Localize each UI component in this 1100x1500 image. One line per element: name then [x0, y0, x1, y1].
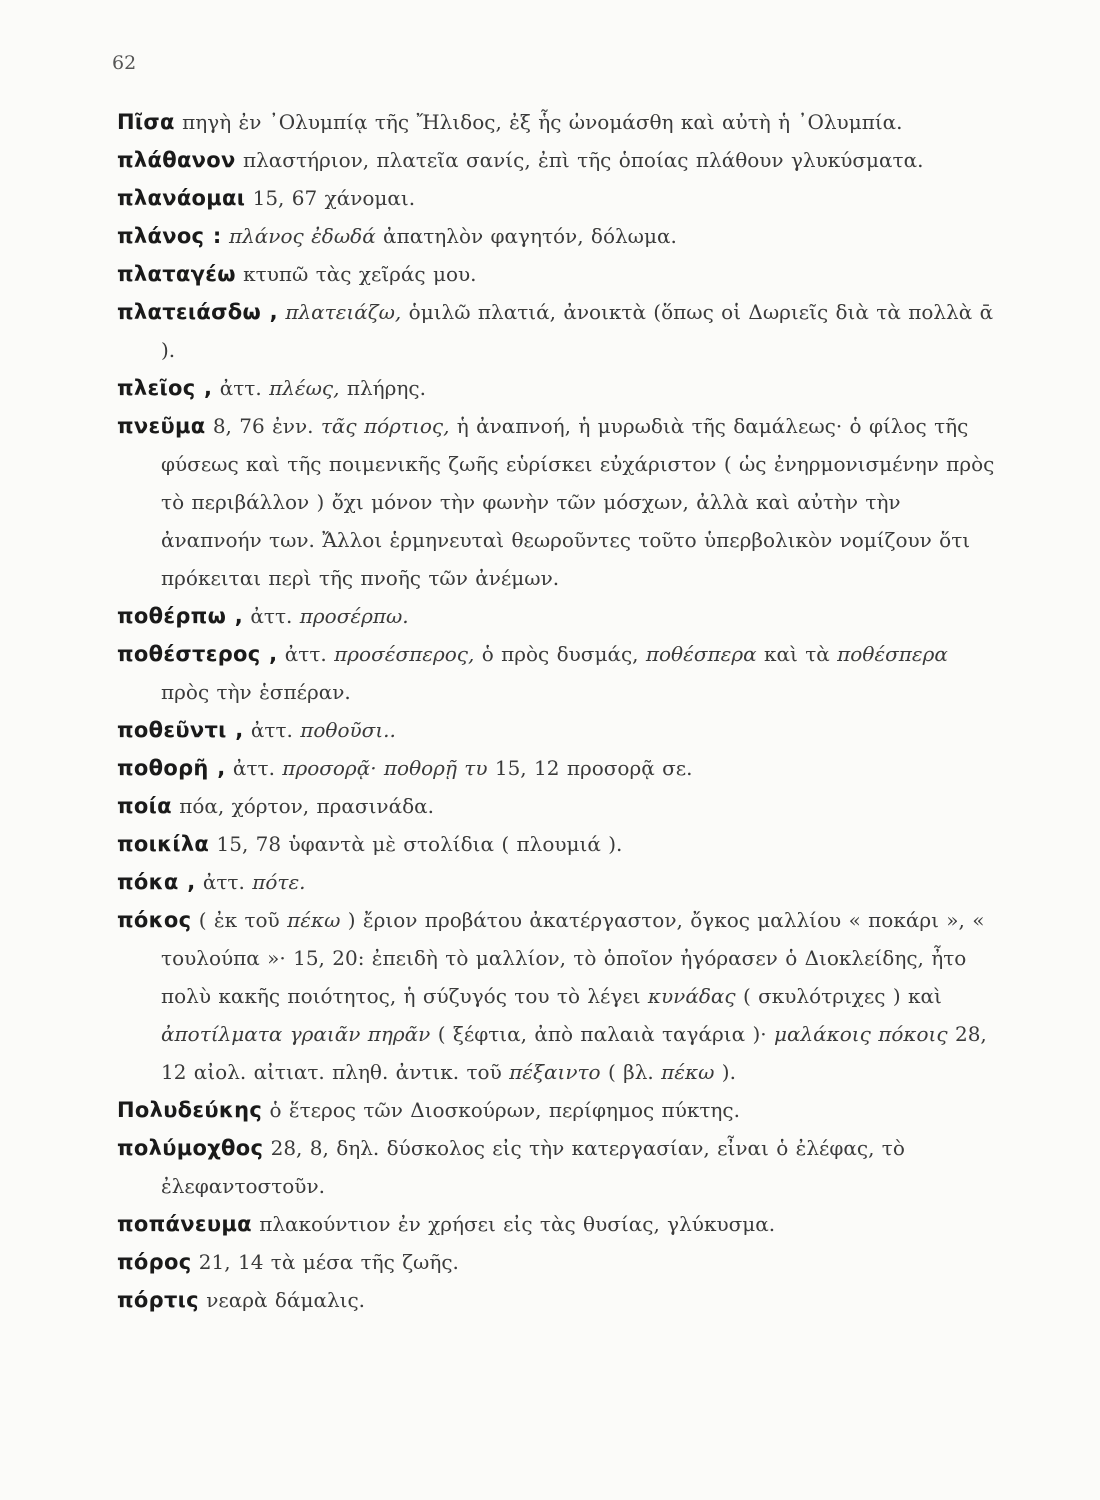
entry-potheunti: [117, 711, 997, 749]
definition-text: 15, 12 προσορᾷ σε.: [487, 756, 693, 780]
definition: 28, 8, δηλ. δύσκολος εἰς τὴν κατεργασίαν, εἶναι ὁ ἐλέφας, τὸ ἐλεφαντοστοῦν.: [161, 1136, 905, 1198]
cited-form: ποθέσπερα: [645, 642, 757, 666]
definition: 15, 67 χάνομαι.: [245, 186, 416, 210]
entry-pokos: [117, 901, 997, 1091]
definition: πλαστήριον, πλατεῖα σανίς, ἐπὶ τῆς ὁποίας πλάθουν γλυκύσματα.: [235, 148, 924, 172]
cited-form: πότε.: [252, 870, 306, 894]
entry-pothore: [117, 749, 997, 787]
headword: ποθεῦντι ,: [117, 718, 244, 742]
headword: ποπάνευμα: [117, 1212, 252, 1236]
headword: πόρτις: [117, 1288, 199, 1312]
cited-form: πλέως,: [269, 376, 340, 400]
definition-text: ) ἔριον προβάτου ἀκατέργαστον, ὄγκος μαλλίου « ποκάρι », « τουλούπα »· 15, 20: ἐπειδὴ τὸ μαλλίον, τὸ ὁποῖον ἠγόρασεν ὁ Διοκλείδης, ἦτο πολὺ κακῆς ποιότητος, ἡ σύζυγός του τὸ λέγει: [161, 908, 985, 1008]
entry-pneuma: [117, 407, 997, 597]
headword: πλάνος :: [117, 224, 222, 248]
entry-pothesteros: [117, 635, 997, 711]
definition-text: ( ξέφτια, ἀπὸ παλαιὰ ταγάρια )·: [430, 1022, 774, 1046]
definition-text: 8, 76 ἐνν.: [205, 414, 321, 438]
cited-form: πλάνος ἐδωδά: [228, 224, 376, 248]
entry-poros: [117, 1243, 997, 1281]
cited-form: προσορᾷ· ποθορῇ τυ: [282, 756, 488, 780]
definition-text: ἀττ.: [243, 604, 300, 628]
definition: 21, 14 τὰ μέσα τῆς ζωῆς.: [191, 1250, 459, 1274]
entry-platageo: [117, 255, 997, 293]
definition-text: ὁ πρὸς δυσμάς,: [474, 642, 646, 666]
cited-form: ποθοῦσι..: [300, 718, 396, 742]
headword: πόκα ,: [117, 870, 196, 894]
headword: ποθορῆ ,: [117, 756, 226, 780]
entry-poka: [117, 863, 997, 901]
entry-polymochthos: [117, 1129, 997, 1205]
definition-text: ἀττ.: [277, 642, 335, 666]
definition-text: ἀπατηλὸν φαγητόν, δόλωμα.: [375, 224, 677, 248]
cited-form: τᾶς πόρτιος,: [320, 414, 450, 438]
definition: πηγὴ ἐν ᾿Ολυμπίᾳ τῆς Ἤλιδος, ἐξ ἧς ὠνομάσθη καὶ αὐτὴ ἡ ᾿Ολυμπία.: [174, 110, 903, 134]
definition-text: ἀττ.: [225, 756, 283, 780]
definition: ὁ ἕτερος τῶν Διοσκούρων, περίφημος πύκτης.: [262, 1098, 740, 1122]
definition-text: ὁμιλῶ πλατιά, ἀνοικτὰ (ὅπως οἱ Δωριεῖς διὰ τὰ πολλὰ ᾱ ).: [161, 300, 994, 362]
headword: ποθέστερος ,: [117, 642, 278, 666]
headword: πόκος: [117, 908, 192, 932]
definition-text: πρὸς τὴν ἑσπέραν.: [161, 680, 351, 704]
headword: ποικίλα: [117, 832, 210, 856]
entry-pleios: [117, 369, 997, 407]
entry-poikila: [117, 825, 997, 863]
cited-form: προσέρπω.: [299, 604, 409, 628]
headword: πλάθανον: [117, 148, 236, 172]
definition: πλακούντιον ἐν χρήσει εἰς τὰς θυσίας, γλύκυσμα.: [251, 1212, 776, 1236]
entry-popaneuma: [117, 1205, 997, 1243]
cited-form: μαλάκοις πόκοις: [773, 1022, 948, 1046]
cited-form: πέκω: [661, 1060, 715, 1084]
definition-text: ( βλ.: [600, 1060, 662, 1084]
headword: πλεῖος ,: [117, 376, 213, 400]
cited-form: πέκω: [287, 908, 341, 932]
entry-plathanon: [117, 141, 997, 179]
definition-text: 28, 12 αἰολ. αἰτιατ. πληθ. ἀντικ. τοῦ: [161, 1022, 987, 1084]
definition-text: καὶ τὰ: [756, 642, 838, 666]
entry-potherpo: [117, 597, 997, 635]
definition-text: ἀττ.: [243, 718, 301, 742]
definition-text: ἀττ.: [195, 870, 253, 894]
entry-plateiasdo: [117, 293, 997, 369]
cited-form: κυνάδας: [647, 984, 736, 1008]
headword: πνεῦμα: [117, 414, 206, 438]
cited-form: ἀποτίλματα γραιᾶν πηρᾶν: [161, 1022, 431, 1046]
definition-text: ).: [714, 1060, 736, 1084]
glossary: [117, 103, 997, 1319]
definition-text: ἀττ.: [212, 376, 270, 400]
headword: πλανάομαι: [117, 186, 246, 210]
cited-form: πλατειάζω,: [285, 300, 402, 324]
entry-planaomai: [117, 179, 997, 217]
entry-portis: [117, 1281, 997, 1319]
headword: πλαταγέω: [117, 262, 236, 286]
entry-pisa: [117, 103, 997, 141]
definition: 15, 78 ὑφαντὰ μὲ στολίδια ( πλουμιά ).: [209, 832, 623, 856]
headword: ποθέρπω ,: [117, 604, 244, 628]
cited-form: ποθέσπερα: [837, 642, 948, 666]
definition: κτυπῶ τὰς χεῖράς μου.: [235, 262, 477, 286]
cited-form: προσέσπερος,: [334, 642, 475, 666]
definition-text: ἡ ἀναπνοή, ἡ μυρωδιὰ τῆς δαμάλεως· ὁ φίλος τῆς φύσεως καὶ τῆς ποιμενικῆς ζωῆς εὑρίσκει εὐχάριστον ( ὡς ἐνηρμονισμένην πρὸς τὸ περιβάλλον ) ὄχι μόνον τὴν φωνὴν τῶν μόσχων, ἀλλὰ καὶ αὐτὴν τὴν ἀναπνοήν των. Ἄλλοι ἑρμηνευταὶ θεωροῦντες τοῦτο ὑπερβολικὸν νομίζουν ὅτι πρόκειται περὶ τῆς πνοῆς τῶν ἀνέμων.: [161, 414, 995, 590]
definition-text: ( σκυλότριχες ) καὶ: [735, 984, 942, 1008]
headword: πλατειάσδω ,: [117, 300, 278, 324]
entry-polydeukes: [117, 1091, 997, 1129]
definition: πόα, χόρτον, πρασινάδα.: [171, 794, 434, 818]
definition-text: ( ἐκ τοῦ: [191, 908, 288, 932]
definition-text: πλήρης.: [339, 376, 426, 400]
definition-text: [222, 224, 229, 248]
entry-planos: [117, 217, 997, 255]
headword: πολύμοχθος: [117, 1136, 264, 1160]
page-number: 62: [112, 52, 137, 74]
headword: ποία: [117, 794, 172, 818]
cited-form: πέξαιντο: [509, 1060, 601, 1084]
definition: νεαρὰ δάμαλις.: [198, 1288, 366, 1312]
headword: Πολυδεύκης: [117, 1098, 263, 1122]
entry-poia: [117, 787, 997, 825]
headword: πόρος: [117, 1250, 192, 1274]
headword: Πῖσα: [117, 110, 175, 134]
